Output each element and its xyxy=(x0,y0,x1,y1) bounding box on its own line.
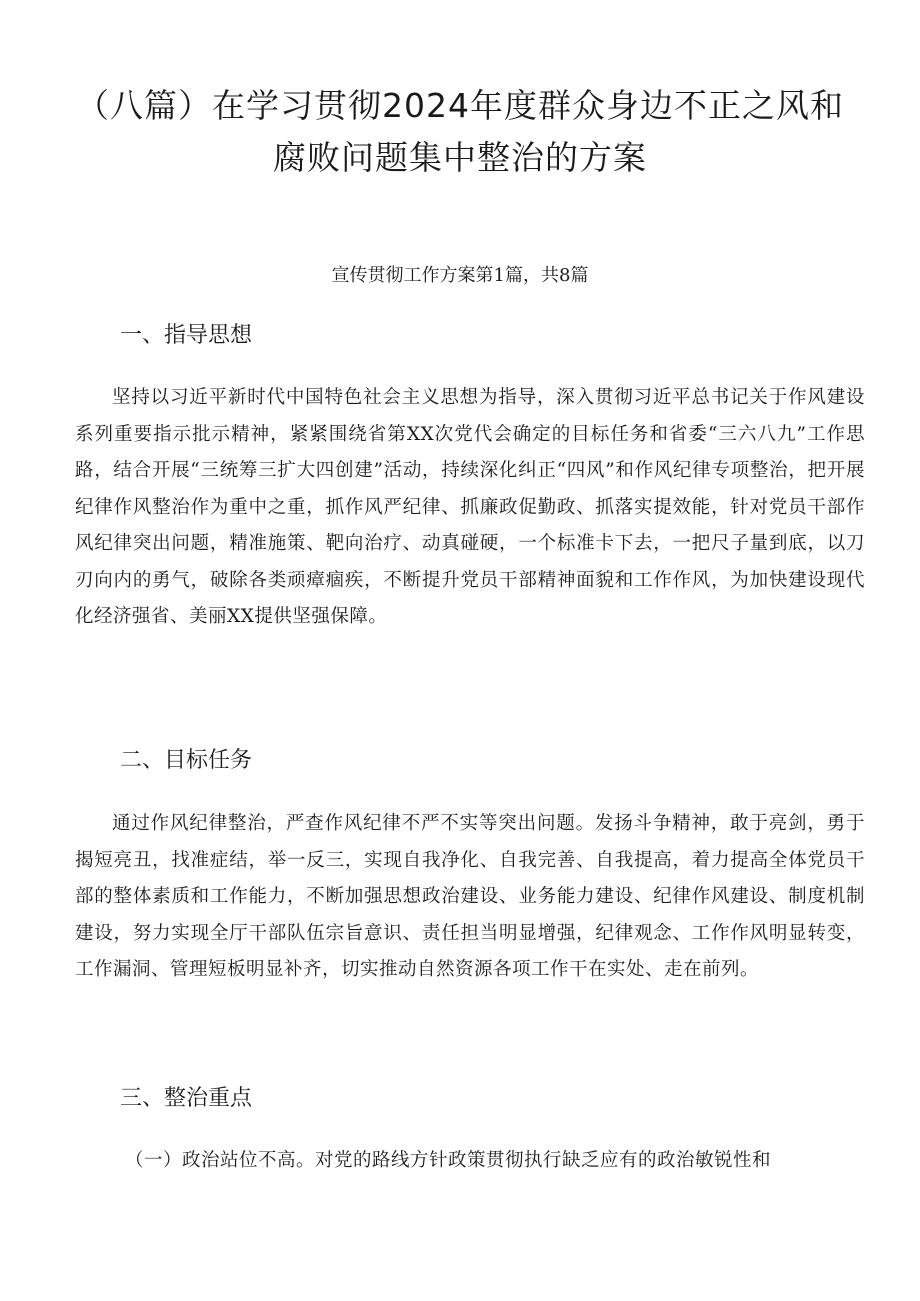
section-paragraph-guiding-thought: 坚持以习近平新时代中国特色社会主义思想为指导，深入贯彻习近平总书记关于作风建设系列重要指示批示精神，紧紧围绕省第XX次党代会确定的目标任务和省委“三六八九”工作思路，结合开展“三统筹三扩大四创建”活动，持续深化纠正“四风”和作风纪律专项整治，把开展纪律作风整治作为重中之重，抓作风严纪律、抓廉政促勤政、抓落实提效能，针对党员干部作风纪律突出问题，精准施策、靶向治疗、动真碰硬，一个标准卡下去，一把尺子量到底，以刀刃向内的勇气，破除各类顽瘴痼疾，不断提升党员干部精神面貌和工作作风，为加快建设现代化经济强省、美丽XX提供坚强保障。 xyxy=(75,387,865,627)
section-paragraph-goals-tasks: 通过作风纪律整治，严查作风纪律不严不实等突出问题。发扬斗争精神，敢于亮剑，勇于揭短亮丑，找准症结，举一反三，实现自我净化、自我完善、自我提高，着力提高全体党员干部的整体素质和工作能力，不断加强思想政治建设、业务能力建设、纪律作风建设、制度机制建设，努力实现全厅干部队伍宗旨意识、责任担当明显增强，纪律观念、工作作风明显转变，工作漏洞、管理短板明显补齐，切实推动自然资源各项工作干在实处、走在前列。 xyxy=(75,813,865,980)
section-heading-goals-tasks: 二、目标任务 xyxy=(120,748,253,773)
section-heading-guiding-thought: 一、指导思想 xyxy=(120,323,253,348)
document-title-line-2: 腐败问题集中整治的方案 xyxy=(273,138,647,177)
section-paragraph-rectification-focus: （一）政治站位不高。对党的路线方针政策贯彻执行缺乏应有的政治敏锐性和 xyxy=(124,1150,771,1171)
document-title-line-1: （八篇）在学习贯彻2024年度群众身边不正之风和 xyxy=(76,86,844,125)
document-subtitle: 宣传贯彻工作方案第1篇，共8篇 xyxy=(331,265,589,286)
section-heading-rectification-focus: 三、整治重点 xyxy=(120,1086,253,1111)
